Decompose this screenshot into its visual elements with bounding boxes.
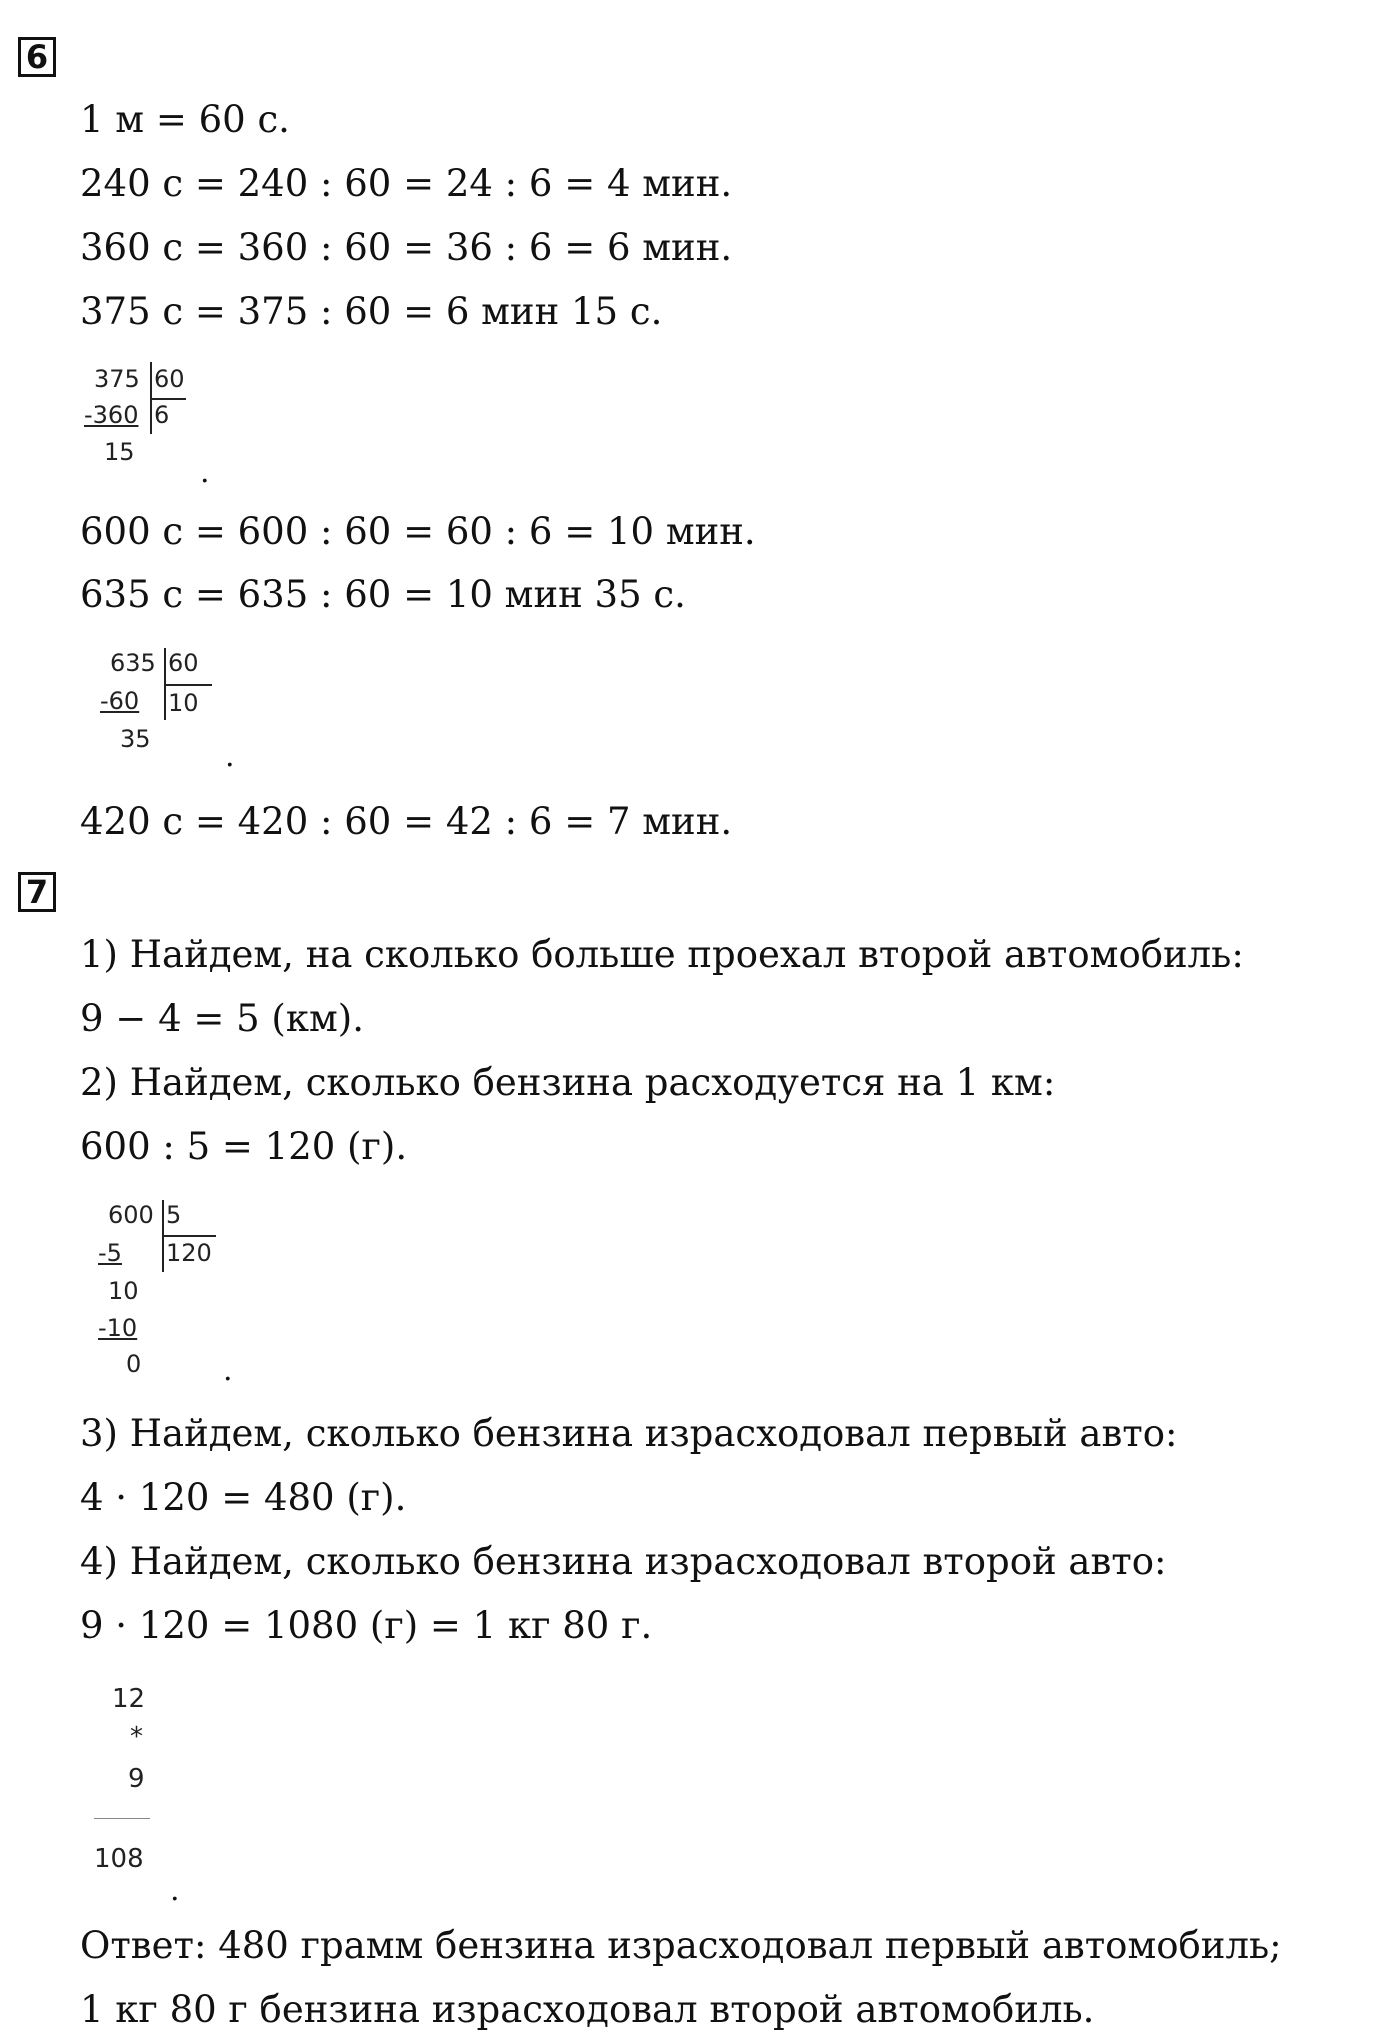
- period: .: [200, 455, 210, 490]
- task-7-line-5: 3) Найдем, сколько бензина израсходовал первый авто:: [80, 1412, 1178, 1455]
- task-6-line-2: 240 с = 240 : 60 = 24 : 6 = 4 мин.: [80, 162, 733, 205]
- task-6-line-7: 420 с = 420 : 60 = 42 : 6 = 7 мин.: [80, 800, 733, 843]
- remainder: 35: [120, 725, 151, 753]
- dividend: 375: [94, 365, 140, 393]
- task-7-line-7: 4) Найдем, сколько бензина израсходовал второй авто:: [80, 1540, 1167, 1583]
- partial-dividend: 10: [108, 1277, 139, 1305]
- answer-line-2: 1 кг 80 г бензина израсходовал второй автомобиль.: [80, 1988, 1095, 2031]
- task-7-line-4: 600 : 5 = 120 (г).: [80, 1125, 408, 1168]
- quotient-bar: [162, 1235, 216, 1237]
- long-division-375-by-60: [80, 362, 200, 472]
- quotient-bar: [150, 398, 186, 400]
- task-6-line-5: 600 с = 600 : 60 = 60 : 6 = 10 мин.: [80, 510, 756, 553]
- task-7-line-2: 9 − 4 = 5 (км).: [80, 997, 364, 1040]
- subtrahend-2: -10: [98, 1314, 138, 1342]
- product: 108: [94, 1844, 144, 1874]
- task-7-number: 7: [18, 872, 56, 912]
- long-division-635-by-60: [100, 648, 220, 758]
- task-6-line-4: 375 с = 375 : 60 = 6 мин 15 с.: [80, 290, 663, 333]
- task-7-line-3: 2) Найдем, сколько бензина расходуется на 1 км:: [80, 1061, 1056, 1104]
- dividend: 635: [110, 649, 156, 677]
- quotient: 120: [166, 1239, 212, 1267]
- multiply-sign: *: [130, 1722, 143, 1752]
- task-6-line-1: 1 м = 60 с.: [80, 98, 290, 141]
- quotient-bar: [164, 684, 212, 686]
- long-division-600-by-5: [98, 1200, 238, 1380]
- task-6-line-6: 635 с = 635 : 60 = 10 мин 35 с.: [80, 573, 686, 616]
- column-multiplication-12-by-9: [90, 1684, 200, 1884]
- period: .: [225, 739, 235, 774]
- dividend: 600: [108, 1201, 154, 1229]
- task-6-number: 6: [18, 37, 56, 77]
- divisor: 60: [154, 365, 185, 393]
- quotient: 6: [154, 401, 170, 429]
- subtrahend-1: -5: [98, 1239, 122, 1267]
- multiplier: 9: [128, 1764, 145, 1794]
- remainder: 0: [126, 1350, 142, 1378]
- subtrahend: -360: [84, 401, 139, 429]
- quotient: 10: [168, 689, 199, 717]
- result-bar: [94, 1818, 150, 1819]
- divisor: 60: [168, 649, 199, 677]
- task-6-line-3: 360 с = 360 : 60 = 36 : 6 = 6 мин.: [80, 226, 733, 269]
- subtrahend: -60: [100, 687, 140, 715]
- period: .: [223, 1353, 233, 1388]
- task-7-line-1: 1) Найдем, на сколько больше проехал второй автомобиль:: [80, 933, 1244, 976]
- remainder: 15: [104, 438, 135, 466]
- period: .: [170, 1873, 180, 1908]
- task-7-line-6: 4 · 120 = 480 (г).: [80, 1476, 407, 1519]
- task-7-line-8: 9 · 120 = 1080 (г) = 1 кг 80 г.: [80, 1604, 653, 1647]
- answer-line-1: Ответ: 480 грамм бензина израсходовал первый автомобиль;: [80, 1924, 1282, 1967]
- divisor: 5: [166, 1201, 182, 1229]
- multiplicand: 12: [112, 1684, 146, 1714]
